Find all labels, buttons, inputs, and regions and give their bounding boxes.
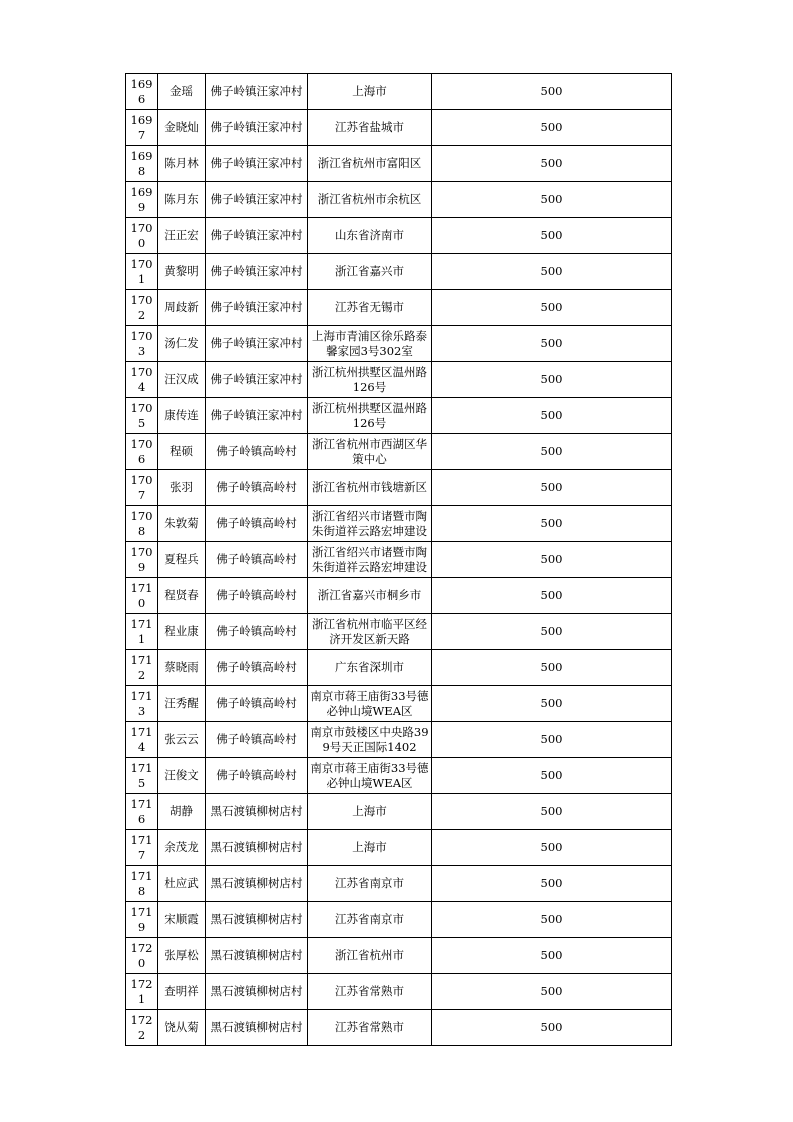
table-row <box>126 398 672 434</box>
row-number-cell: 1714 <box>126 722 158 758</box>
subsidy-amount-cell: 500 <box>432 758 672 794</box>
person-name-cell: 饶从菊 <box>158 1010 206 1046</box>
table-row <box>126 110 672 146</box>
row-number-cell: 1716 <box>126 794 158 830</box>
work-address-cell: 浙江省杭州市 <box>308 938 432 974</box>
table-row <box>126 614 672 650</box>
person-name-cell: 汪秀醒 <box>158 686 206 722</box>
subsidy-amount-cell: 500 <box>432 902 672 938</box>
work-address-cell: 上海市 <box>308 830 432 866</box>
table-row <box>126 758 672 794</box>
table-body <box>126 74 672 1046</box>
person-name-cell: 蔡晓雨 <box>158 650 206 686</box>
work-address-cell: 浙江省绍兴市诸暨市陶朱街道祥云路宏坤建设 <box>308 542 432 578</box>
row-number-cell: 1722 <box>126 1010 158 1046</box>
row-number-cell: 1712 <box>126 650 158 686</box>
row-number-cell: 1707 <box>126 470 158 506</box>
work-address-cell: 浙江省杭州市西湖区华策中心 <box>308 434 432 470</box>
table-row <box>126 650 672 686</box>
village-name-cell: 佛子岭镇高岭村 <box>206 506 308 542</box>
subsidy-amount-cell: 500 <box>432 794 672 830</box>
row-number-cell: 1699 <box>126 182 158 218</box>
row-number-cell: 1713 <box>126 686 158 722</box>
person-name-cell: 查明祥 <box>158 974 206 1010</box>
person-name-cell: 黄黎明 <box>158 254 206 290</box>
subsidy-amount-cell: 500 <box>432 218 672 254</box>
work-address-cell: 江苏省无锡市 <box>308 290 432 326</box>
row-number-cell: 1705 <box>126 398 158 434</box>
subsidy-amount-cell: 500 <box>432 326 672 362</box>
village-name-cell: 佛子岭镇高岭村 <box>206 542 308 578</box>
row-number-cell: 1702 <box>126 290 158 326</box>
table-row <box>126 686 672 722</box>
village-name-cell: 佛子岭镇高岭村 <box>206 722 308 758</box>
row-number-cell: 1696 <box>126 74 158 110</box>
subsidy-amount-cell: 500 <box>432 434 672 470</box>
village-name-cell: 佛子岭镇高岭村 <box>206 614 308 650</box>
person-name-cell: 金晓灿 <box>158 110 206 146</box>
row-number-cell: 1700 <box>126 218 158 254</box>
person-name-cell: 汪汉成 <box>158 362 206 398</box>
table-row <box>126 254 672 290</box>
village-name-cell: 佛子岭镇汪家冲村 <box>206 290 308 326</box>
work-address-cell: 浙江省绍兴市诸暨市陶朱街道祥云路宏坤建设 <box>308 506 432 542</box>
subsidy-amount-cell: 500 <box>432 542 672 578</box>
person-name-cell: 金瑶 <box>158 74 206 110</box>
person-name-cell: 程硕 <box>158 434 206 470</box>
work-address-cell: 浙江省杭州市临平区经济开发区新天路 <box>308 614 432 650</box>
village-name-cell: 黑石渡镇柳树店村 <box>206 830 308 866</box>
subsidy-amount-cell: 500 <box>432 110 672 146</box>
subsidy-amount-cell: 500 <box>432 938 672 974</box>
work-address-cell: 浙江省杭州市余杭区 <box>308 182 432 218</box>
subsidy-amount-cell: 500 <box>432 866 672 902</box>
data-table <box>125 73 672 1046</box>
subsidy-amount-cell: 500 <box>432 686 672 722</box>
subsidy-amount-cell: 500 <box>432 578 672 614</box>
work-address-cell: 江苏省南京市 <box>308 866 432 902</box>
table-row <box>126 470 672 506</box>
table-row <box>126 182 672 218</box>
person-name-cell: 朱敦菊 <box>158 506 206 542</box>
table-row <box>126 506 672 542</box>
village-name-cell: 黑石渡镇柳树店村 <box>206 1010 308 1046</box>
work-address-cell: 浙江杭州拱墅区温州路126号 <box>308 398 432 434</box>
village-name-cell: 黑石渡镇柳树店村 <box>206 902 308 938</box>
subsidy-amount-cell: 500 <box>432 1010 672 1046</box>
person-name-cell: 汪俊文 <box>158 758 206 794</box>
person-name-cell: 陈月林 <box>158 146 206 182</box>
village-name-cell: 佛子岭镇汪家冲村 <box>206 218 308 254</box>
table-row <box>126 938 672 974</box>
subsidy-amount-cell: 500 <box>432 362 672 398</box>
person-name-cell: 张羽 <box>158 470 206 506</box>
work-address-cell: 上海市青浦区徐乐路泰馨家园3号302室 <box>308 326 432 362</box>
work-address-cell: 浙江省嘉兴市桐乡市 <box>308 578 432 614</box>
row-number-cell: 1704 <box>126 362 158 398</box>
subsidy-amount-cell: 500 <box>432 722 672 758</box>
village-name-cell: 佛子岭镇汪家冲村 <box>206 362 308 398</box>
subsidy-amount-cell: 500 <box>432 974 672 1010</box>
subsidy-amount-cell: 500 <box>432 830 672 866</box>
person-name-cell: 胡静 <box>158 794 206 830</box>
table-row <box>126 722 672 758</box>
work-address-cell: 浙江省嘉兴市 <box>308 254 432 290</box>
village-name-cell: 佛子岭镇汪家冲村 <box>206 110 308 146</box>
row-number-cell: 1720 <box>126 938 158 974</box>
table-row <box>126 290 672 326</box>
row-number-cell: 1715 <box>126 758 158 794</box>
person-name-cell: 周歧新 <box>158 290 206 326</box>
village-name-cell: 佛子岭镇高岭村 <box>206 650 308 686</box>
village-name-cell: 佛子岭镇汪家冲村 <box>206 326 308 362</box>
table-row <box>126 434 672 470</box>
work-address-cell: 南京市蒋王庙街33号德必钟山境WEA区 <box>308 686 432 722</box>
row-number-cell: 1719 <box>126 902 158 938</box>
table-row <box>126 1010 672 1046</box>
table-row <box>126 74 672 110</box>
person-name-cell: 汪正宏 <box>158 218 206 254</box>
work-address-cell: 山东省济南市 <box>308 218 432 254</box>
row-number-cell: 1703 <box>126 326 158 362</box>
work-address-cell: 江苏省常熟市 <box>308 974 432 1010</box>
person-name-cell: 夏程兵 <box>158 542 206 578</box>
village-name-cell: 黑石渡镇柳树店村 <box>206 866 308 902</box>
person-name-cell: 程业康 <box>158 614 206 650</box>
table-row <box>126 218 672 254</box>
village-name-cell: 黑石渡镇柳树店村 <box>206 938 308 974</box>
row-number-cell: 1710 <box>126 578 158 614</box>
village-name-cell: 佛子岭镇高岭村 <box>206 434 308 470</box>
row-number-cell: 1708 <box>126 506 158 542</box>
subsidy-amount-cell: 500 <box>432 470 672 506</box>
row-number-cell: 1698 <box>126 146 158 182</box>
subsidy-amount-cell: 500 <box>432 182 672 218</box>
work-address-cell: 江苏省南京市 <box>308 902 432 938</box>
person-name-cell: 康传连 <box>158 398 206 434</box>
table-row <box>126 794 672 830</box>
work-address-cell: 上海市 <box>308 74 432 110</box>
work-address-cell: 江苏省常熟市 <box>308 1010 432 1046</box>
village-name-cell: 黑石渡镇柳树店村 <box>206 794 308 830</box>
table-row <box>126 578 672 614</box>
table-row <box>126 146 672 182</box>
subsidy-amount-cell: 500 <box>432 146 672 182</box>
work-address-cell: 广东省深圳市 <box>308 650 432 686</box>
village-name-cell: 佛子岭镇汪家冲村 <box>206 146 308 182</box>
subsidy-amount-cell: 500 <box>432 614 672 650</box>
table-row <box>126 830 672 866</box>
person-name-cell: 余茂龙 <box>158 830 206 866</box>
row-number-cell: 1711 <box>126 614 158 650</box>
subsidy-amount-cell: 500 <box>432 506 672 542</box>
work-address-cell: 浙江省杭州市富阳区 <box>308 146 432 182</box>
work-address-cell: 南京市鼓楼区中央路399号天正国际1402 <box>308 722 432 758</box>
person-name-cell: 程贤春 <box>158 578 206 614</box>
table-row <box>126 542 672 578</box>
row-number-cell: 1717 <box>126 830 158 866</box>
work-address-cell: 上海市 <box>308 794 432 830</box>
person-name-cell: 张云云 <box>158 722 206 758</box>
subsidy-amount-cell: 500 <box>432 398 672 434</box>
village-name-cell: 佛子岭镇高岭村 <box>206 686 308 722</box>
person-name-cell: 杜应武 <box>158 866 206 902</box>
row-number-cell: 1709 <box>126 542 158 578</box>
village-name-cell: 佛子岭镇汪家冲村 <box>206 74 308 110</box>
work-address-cell: 江苏省盐城市 <box>308 110 432 146</box>
table-row <box>126 902 672 938</box>
row-number-cell: 1718 <box>126 866 158 902</box>
table-row <box>126 866 672 902</box>
table-row <box>126 326 672 362</box>
row-number-cell: 1697 <box>126 110 158 146</box>
subsidy-amount-cell: 500 <box>432 74 672 110</box>
village-name-cell: 黑石渡镇柳树店村 <box>206 974 308 1010</box>
subsidy-amount-cell: 500 <box>432 650 672 686</box>
row-number-cell: 1721 <box>126 974 158 1010</box>
village-name-cell: 佛子岭镇高岭村 <box>206 758 308 794</box>
village-name-cell: 佛子岭镇高岭村 <box>206 470 308 506</box>
work-address-cell: 浙江杭州拱墅区温州路126号 <box>308 362 432 398</box>
person-name-cell: 宋顺霞 <box>158 902 206 938</box>
person-name-cell: 汤仁发 <box>158 326 206 362</box>
village-name-cell: 佛子岭镇汪家冲村 <box>206 254 308 290</box>
work-address-cell: 浙江省杭州市钱塘新区 <box>308 470 432 506</box>
person-name-cell: 陈月东 <box>158 182 206 218</box>
village-name-cell: 佛子岭镇汪家冲村 <box>206 182 308 218</box>
row-number-cell: 1706 <box>126 434 158 470</box>
person-name-cell: 张厚松 <box>158 938 206 974</box>
subsidy-amount-cell: 500 <box>432 254 672 290</box>
table-row <box>126 362 672 398</box>
subsidy-amount-cell: 500 <box>432 290 672 326</box>
table-row <box>126 974 672 1010</box>
village-name-cell: 佛子岭镇汪家冲村 <box>206 398 308 434</box>
village-name-cell: 佛子岭镇高岭村 <box>206 578 308 614</box>
work-address-cell: 南京市蒋王庙街33号德必钟山境WEA区 <box>308 758 432 794</box>
row-number-cell: 1701 <box>126 254 158 290</box>
